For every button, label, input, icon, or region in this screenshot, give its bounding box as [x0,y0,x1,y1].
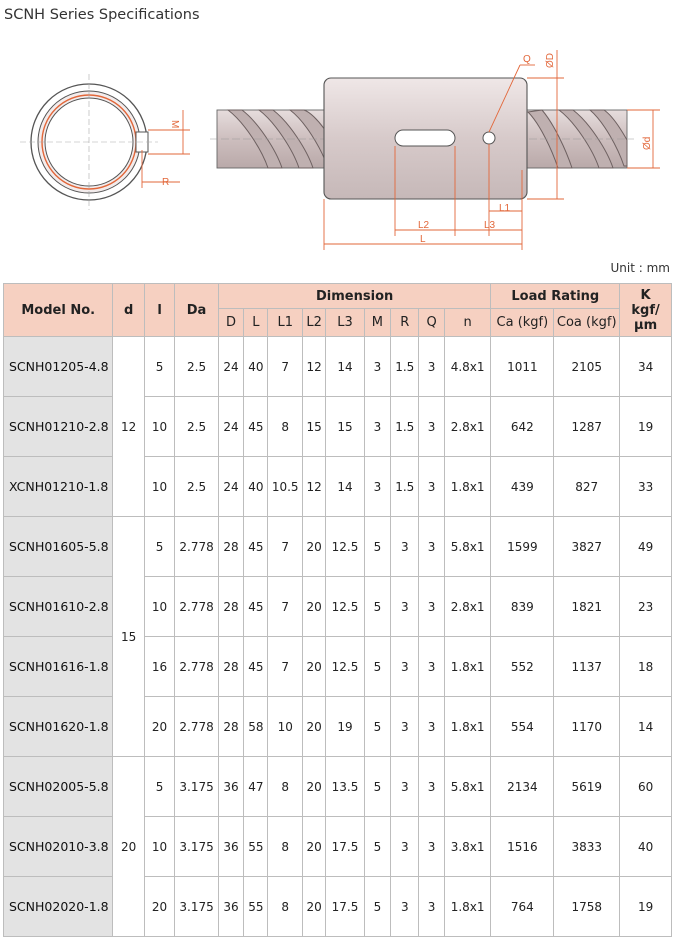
k-cell: 40 [620,817,672,877]
da-cell: 2.778 [175,697,219,757]
m-cell: 5 [364,517,390,577]
k-cell: 49 [620,517,672,577]
da-cell: 3.175 [175,877,219,937]
m-cell: 3 [364,337,390,397]
m-cell: 5 [364,757,390,817]
l2-cell: 20 [302,817,325,877]
ca-cell: 2134 [491,757,554,817]
l1-cell: 7 [268,637,302,697]
da-cell: 2.778 [175,637,219,697]
header-dim-col: Q [419,309,444,337]
model-cell: SCNH01210-2.8 [4,397,113,457]
r-cell: 1.5 [391,337,419,397]
ca-cell: 554 [491,697,554,757]
l-cell: 5 [144,517,174,577]
n-cell: 1.8x1 [444,697,491,757]
coa-cell: 827 [554,457,620,517]
l-cell: 16 [144,637,174,697]
d-cell: 28 [218,517,243,577]
header-load-col: Ca (kgf) [491,309,554,337]
l-cell: 10 [144,577,174,637]
table-row [4,817,672,877]
l-cell: 40 [244,337,268,397]
d-cell: 12 [113,337,144,517]
unit-label: Unit : mm [610,261,670,275]
table-row [4,757,672,817]
d-cell: 15 [113,517,144,757]
spec-table-body [4,337,672,937]
l2-cell: 12 [302,337,325,397]
header-load-col: Coa (kgf) [554,309,620,337]
r-cell: 3 [391,697,419,757]
ca-cell: 1516 [491,817,554,877]
n-cell: 3.8x1 [444,817,491,877]
l2-cell: 20 [302,697,325,757]
header-dimension: Dimension [218,284,491,309]
l3-cell: 15 [326,397,365,457]
coa-cell: 1821 [554,577,620,637]
da-cell: 3.175 [175,757,219,817]
ca-cell: 439 [491,457,554,517]
q-cell: 3 [419,517,444,577]
d-cell: 36 [218,817,243,877]
m-cell: 3 [364,397,390,457]
d-cell: 24 [218,457,243,517]
r-cell: 3 [391,577,419,637]
l-cell: 47 [244,757,268,817]
m-cell: 5 [364,697,390,757]
l-cell: 5 [144,337,174,397]
dim-label-shaft-diameter: Ød [642,136,653,150]
model-cell: SCNH02010-3.8 [4,817,113,877]
technical-drawing [0,34,676,250]
l3-cell: 12.5 [326,637,365,697]
l-cell: 45 [244,397,268,457]
l1-cell: 8 [268,757,302,817]
k-cell: 23 [620,577,672,637]
n-cell: 2.8x1 [444,577,491,637]
header-load-rating: Load Rating [491,284,620,309]
l1-cell: 8 [268,817,302,877]
q-cell: 3 [419,637,444,697]
l-cell: 10 [144,457,174,517]
l-cell: 20 [144,697,174,757]
model-cell: SCNH01616-1.8 [4,637,113,697]
k-cell: 18 [620,637,672,697]
l3-cell: 14 [326,337,365,397]
coa-cell: 1287 [554,397,620,457]
header-dim-col: L1 [268,309,302,337]
k-cell: 14 [620,697,672,757]
m-cell: 5 [364,637,390,697]
da-cell: 2.778 [175,517,219,577]
header-dim-col: D [218,309,243,337]
k-cell: 19 [620,397,672,457]
page-title: SCNH Series Specifications [4,7,200,23]
coa-cell: 1137 [554,637,620,697]
model-cell: SCNH02005-5.8 [4,757,113,817]
l-cell: 40 [244,457,268,517]
m-cell: 3 [364,457,390,517]
ca-cell: 1599 [491,517,554,577]
m-cell: 5 [364,877,390,937]
l2-cell: 20 [302,877,325,937]
r-cell: 3 [391,637,419,697]
header-model: Model No. [4,284,113,337]
ca-cell: 839 [491,577,554,637]
dim-label-q: Q [523,54,531,65]
n-cell: 2.8x1 [444,397,491,457]
ca-cell: 1011 [491,337,554,397]
l-cell: 55 [244,877,268,937]
ca-cell: 642 [491,397,554,457]
l1-cell: 10.5 [268,457,302,517]
r-cell: 3 [391,817,419,877]
coa-cell: 5619 [554,757,620,817]
dim-label-l2: L2 [418,220,430,231]
table-row [4,457,672,517]
k-cell: 19 [620,877,672,937]
d-cell: 24 [218,397,243,457]
l3-cell: 14 [326,457,365,517]
l-cell: 10 [144,397,174,457]
l2-cell: 20 [302,637,325,697]
l3-cell: 17.5 [326,817,365,877]
header-dim-col: n [444,309,491,337]
model-cell: SCNH01610-2.8 [4,577,113,637]
model-cell: XCNH01210-1.8 [4,457,113,517]
n-cell: 5.8x1 [444,517,491,577]
table-row [4,517,672,577]
table-row [4,397,672,457]
q-cell: 3 [419,697,444,757]
model-cell: SCNH01205-4.8 [4,337,113,397]
d-cell: 28 [218,637,243,697]
model-cell: SCNH01620-1.8 [4,697,113,757]
da-cell: 2.5 [175,457,219,517]
m-cell: 5 [364,577,390,637]
header-d: d [113,284,144,337]
end-view [20,74,158,210]
coa-cell: 1758 [554,877,620,937]
k-cell: 60 [620,757,672,817]
q-cell: 3 [419,457,444,517]
q-cell: 3 [419,817,444,877]
n-cell: 4.8x1 [444,337,491,397]
l2-cell: 12 [302,457,325,517]
l1-cell: 7 [268,337,302,397]
table-row [4,877,672,937]
l1-cell: 8 [268,397,302,457]
coa-cell: 1170 [554,697,620,757]
l3-cell: 12.5 [326,517,365,577]
l3-cell: 12.5 [326,577,365,637]
q-cell: 3 [419,757,444,817]
dim-label-l1: L1 [499,203,511,214]
q-cell: 3 [419,577,444,637]
d-cell: 28 [218,577,243,637]
d-cell: 28 [218,697,243,757]
d-cell: 36 [218,877,243,937]
m-cell: 5 [364,817,390,877]
r-cell: 1.5 [391,397,419,457]
header-l: l [144,284,174,337]
coa-cell: 3827 [554,517,620,577]
n-cell: 1.8x1 [444,877,491,937]
header-k [620,284,672,337]
l1-cell: 7 [268,577,302,637]
dim-label-l: L [420,234,426,245]
l3-cell: 19 [326,697,365,757]
ca-cell: 764 [491,877,554,937]
header-k-unit: kgf/μm [631,302,660,333]
k-cell: 34 [620,337,672,397]
l2-cell: 20 [302,757,325,817]
l2-cell: 15 [302,397,325,457]
n-cell: 1.8x1 [444,457,491,517]
d-cell: 36 [218,757,243,817]
n-cell: 5.8x1 [444,757,491,817]
l2-cell: 20 [302,517,325,577]
r-cell: 1.5 [391,457,419,517]
coa-cell: 2105 [554,337,620,397]
q-cell: 3 [419,337,444,397]
table-row [4,637,672,697]
spec-table [3,283,672,937]
table-row [4,697,672,757]
d-cell: 24 [218,337,243,397]
dim-label-l3: L3 [484,220,496,231]
l2-cell: 20 [302,577,325,637]
k-cell: 33 [620,457,672,517]
header-da: Da [175,284,219,337]
dim-label-outer-diameter: ØD [545,53,556,68]
coa-cell: 3833 [554,817,620,877]
l-cell: 5 [144,757,174,817]
l3-cell: 17.5 [326,877,365,937]
l1-cell: 8 [268,877,302,937]
l-cell: 45 [244,577,268,637]
header-k-label: K [640,287,651,303]
header-dim-col: L2 [302,309,325,337]
da-cell: 2.778 [175,577,219,637]
q-cell: 3 [419,397,444,457]
ca-cell: 552 [491,637,554,697]
header-dim-col: M [364,309,390,337]
l1-cell: 7 [268,517,302,577]
da-cell: 2.5 [175,397,219,457]
l-cell: 45 [244,637,268,697]
l-cell: 10 [144,817,174,877]
da-cell: 3.175 [175,817,219,877]
header-dim-col: L [244,309,268,337]
header-dim-col: R [391,309,419,337]
r-cell: 3 [391,877,419,937]
dim-label-m: M [169,120,180,129]
model-cell: SCNH01605-5.8 [4,517,113,577]
q-cell: 3 [419,877,444,937]
l-cell: 55 [244,817,268,877]
l1-cell: 10 [268,697,302,757]
l-cell: 20 [144,877,174,937]
l-cell: 45 [244,517,268,577]
table-row [4,337,672,397]
header-dim-col: L3 [326,309,365,337]
d-cell: 20 [113,757,144,937]
model-cell: SCNH02020-1.8 [4,877,113,937]
r-cell: 3 [391,757,419,817]
dim-label-r: R [162,177,170,188]
table-row [4,577,672,637]
l3-cell: 13.5 [326,757,365,817]
nut-body [324,78,527,199]
da-cell: 2.5 [175,337,219,397]
r-cell: 3 [391,517,419,577]
l-cell: 58 [244,697,268,757]
n-cell: 1.8x1 [444,637,491,697]
